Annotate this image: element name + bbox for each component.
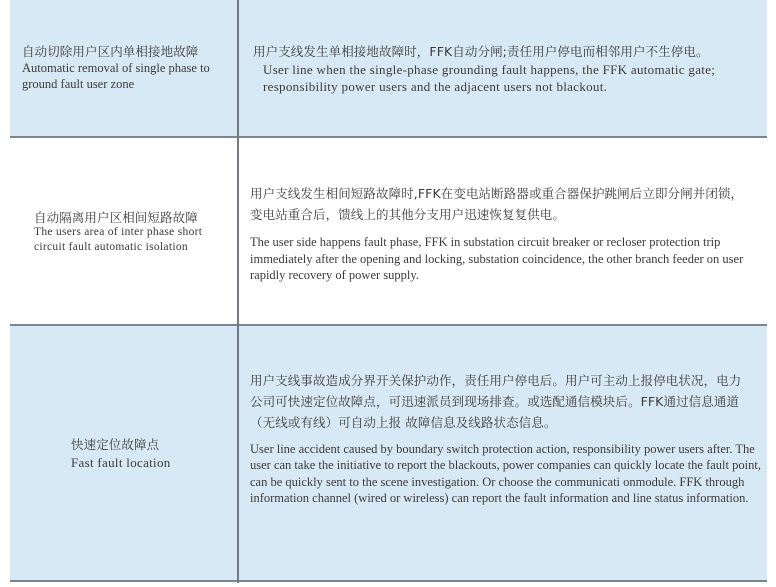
feature-description — [253, 42, 763, 95]
feature-description — [250, 183, 760, 284]
row-divider — [10, 136, 767, 138]
feature-table — [10, 0, 767, 583]
row-divider — [10, 580, 767, 582]
feature-label-zh: 快速定位故障点 — [71, 437, 160, 452]
feature-desc-en: The user side happens fault phase, FFK in substation circuit breaker or recloser protection trip immediately after the opening and locking, substation coincidence, the other branch feeder on user rapidly recovery of power supply. — [250, 235, 744, 282]
feature-label — [22, 44, 249, 92]
feature-desc-zh: 用户支线发生相间短路故障时,FFK在变电站断路器或重合器保护跳闸后立即分闸并闭锁，变电站重合后，馈线上的其他分支用户迅速恢复复供电。 — [250, 186, 744, 222]
feature-desc-en: User line when the single-phase grounding fault happens, the FFK automatic gate; responsibility power users and the adjacent users not blackout. — [263, 62, 716, 94]
feature-label-en: The users area of inter phase short circuit fault automatic isolation — [34, 226, 203, 253]
table-row — [10, 0, 767, 136]
feature-desc-en: User line accident caused by boundary switch protection action, responsibility power users after. The user can take the initiative to report the blackouts, power companies can quickly locate the fault point, can be quickly sent to the scene investigation. Or choose the communicati onmodule. FFK through information channel (wired or wireless) can report the fault information and line status information. — [250, 442, 761, 505]
column-divider — [237, 0, 239, 583]
feature-label-zh: 自动隔离用户区相间短路故障 — [34, 210, 198, 225]
table-row — [10, 139, 767, 324]
table-row — [10, 326, 767, 580]
feature-description — [250, 370, 760, 506]
feature-desc-zh: 用户支线事故造成分界开关保护动作，责任用户停电后。用户可主动上报停电状况，电力公司可快速定位故障点，可迅速派员到现场排查。或选配通信模块后。FFK通过信息通道（无线或有线）可自动上报 故障信息及线路状态信息。 — [250, 373, 742, 430]
feature-label-en: Fast fault location — [71, 455, 171, 470]
feature-label-en: Automatic removal of single phase to ground fault user zone — [22, 61, 210, 91]
feature-label — [34, 210, 261, 255]
feature-desc-zh: 用户支线发生单相接地故障时，FFK自动分闸;责任用户停电而相邻用户不生停电。 — [253, 44, 709, 59]
feature-label-zh: 自动切除用户区内单相接地故障 — [22, 44, 199, 59]
